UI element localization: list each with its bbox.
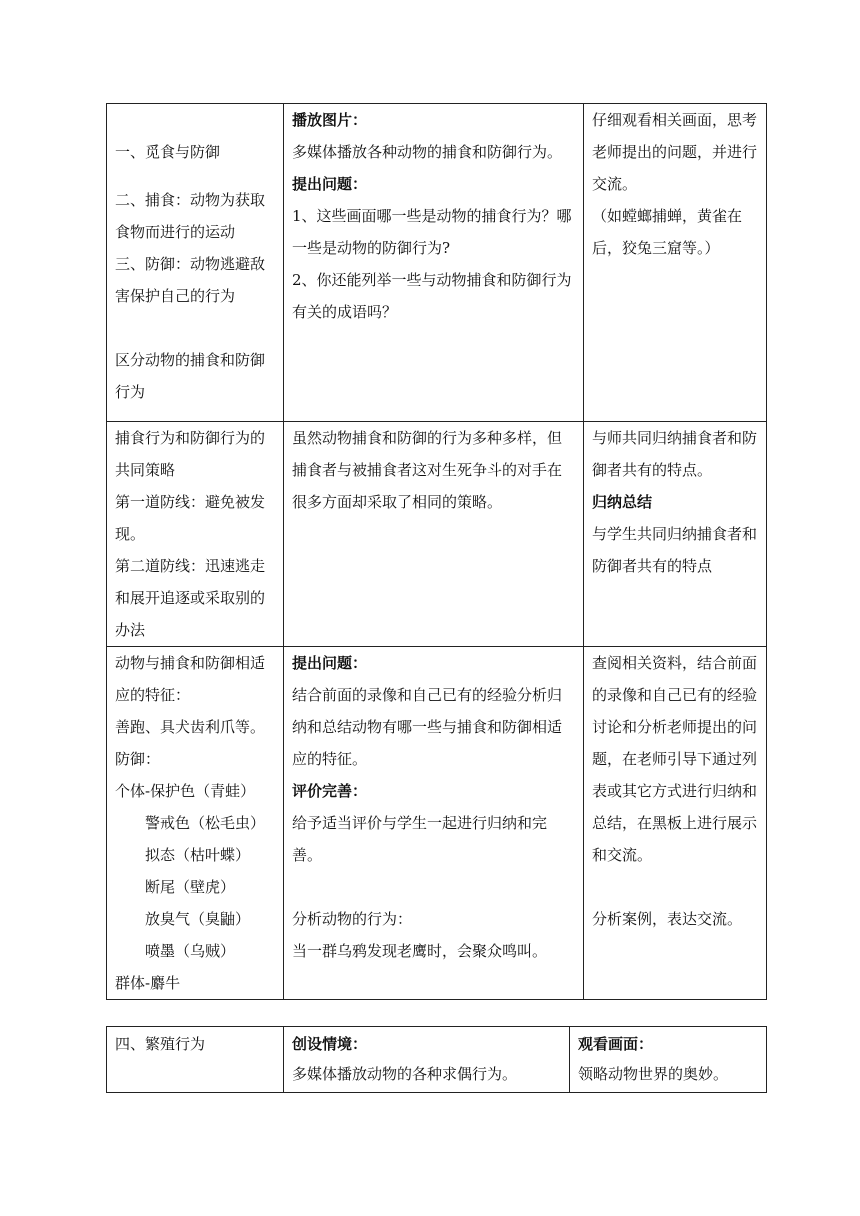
section-heading: 一、觅食与防御 (115, 143, 221, 161)
teacher-activity-cell (284, 647, 584, 1000)
content-text: 善跑、具犬齿利爪等。 (115, 718, 266, 736)
content-text: 动物与捕食和防御相适应的特征： (115, 654, 266, 704)
activity-heading: 评价完善： (292, 782, 368, 800)
activity-text: 与师共同归纳捕食者和防御者共有的特点。 (592, 429, 758, 479)
content-cell (107, 104, 284, 422)
content-text: 喷墨（乌贼） (145, 942, 236, 960)
content-text: 群体-麝牛 (115, 974, 181, 992)
student-activity-cell (570, 1027, 767, 1093)
activity-text: 分析动物的行为： (292, 910, 413, 928)
content-cell (107, 647, 284, 1000)
activity-text: （如螳螂捕蝉，黄雀在后，狡兔三窟等。） (592, 207, 743, 257)
content-text: 拟态（枯叶蝶） (145, 846, 251, 864)
content-text: 警戒色（松毛虫） (145, 814, 266, 832)
activity-heading: 归纳总结 (592, 493, 653, 511)
student-activity-cell (584, 422, 767, 647)
reproduction-table (106, 1026, 767, 1093)
activity-heading: 观看画面： (578, 1035, 654, 1053)
table-row (107, 647, 767, 1000)
content-text: 二、捕食：动物为获取食物而进行的运动 (115, 191, 266, 241)
lesson-plan-table (106, 103, 767, 1000)
activity-text: 结合前面的录像和自己已有的经验分析归纳和总结动物有哪一些与捕食和防御相适应的特征。 (292, 686, 563, 768)
activity-text: 分析案例，表达交流。 (592, 910, 743, 928)
student-activity-cell (584, 104, 767, 422)
teacher-activity-cell (284, 1027, 570, 1093)
student-activity-cell (584, 647, 767, 1000)
activity-text: 仔细观看相关画面，思考老师提出的问题，并进行交流。 (592, 111, 758, 193)
content-text: 放臭气（臭鼬） (145, 910, 251, 928)
content-text: 三、防御：动物逃避敌害保护自己的行为 (115, 255, 266, 305)
content-text: 个体-保护色（青蛙） (115, 782, 256, 800)
content-cell (107, 1027, 284, 1093)
content-cell (107, 422, 284, 647)
table-row (107, 422, 767, 647)
activity-text: 与学生共同归纳捕食者和防御者共有的特点 (592, 525, 758, 575)
activity-text: 虽然动物捕食和防御的行为多种多样，但捕食者与被捕食者这对生死争斗的对手在很多方面却采取了相同的策略。 (292, 429, 563, 511)
table-row (107, 1027, 767, 1093)
activity-text: 多媒体播放动物的各种求偶行为。 (292, 1065, 518, 1083)
content-text: 第一道防线：避免被发现。 (115, 493, 266, 543)
question-text: 1、这些画面哪一些是动物的捕食行为？哪一些是动物的防御行为? (292, 207, 572, 257)
content-text: 防御： (115, 750, 161, 768)
activity-heading: 创设情境： (292, 1035, 368, 1053)
activity-text: 查阅相关资料，结合前面的录像和自己已有的经验讨论和分析老师提出的问题，在老师引导下通过列表或其它方式进行归纳和总结，在黑板上进行展示和交流。 (592, 654, 758, 864)
activity-text: 领略动物世界的奥妙。 (578, 1065, 729, 1083)
content-text: 断尾（壁虎） (145, 878, 236, 896)
section-heading: 四、繁殖行为 (115, 1035, 206, 1053)
content-text: 捕食行为和防御行为的共同策略 (115, 429, 266, 479)
content-text: 区分动物的捕食和防御行为 (115, 351, 266, 401)
content-text: 第二道防线：迅速逃走和展开追逐或采取别的办法 (115, 557, 266, 639)
activity-text: 多媒体播放各种动物的捕食和防御行为。 (292, 143, 563, 161)
activity-text: 当一群乌鸦发现老鹰时，会聚众鸣叫。 (292, 942, 548, 960)
activity-text: 给予适当评价与学生一起进行归纳和完善。 (292, 814, 548, 864)
activity-heading: 提出问题： (292, 175, 368, 193)
activity-heading: 提出问题： (292, 654, 368, 672)
table-row (107, 104, 767, 422)
teacher-activity-cell (284, 104, 584, 422)
teacher-activity-cell (284, 422, 584, 647)
question-text: 2、你还能列举一些与动物捕食和防御行为有关的成语吗？ (292, 271, 572, 321)
activity-heading: 播放图片： (292, 111, 368, 129)
